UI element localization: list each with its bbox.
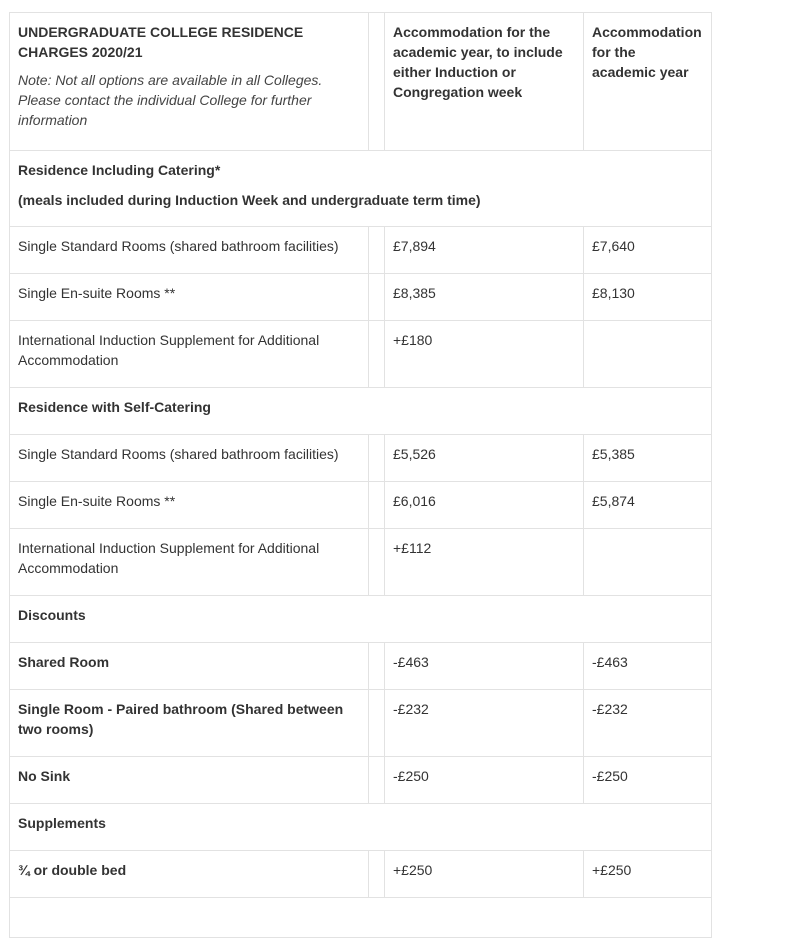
- spacer-cell: [369, 435, 385, 482]
- section-title: Residence Including Catering*: [18, 162, 221, 178]
- price-with-induction: +£250: [385, 851, 584, 898]
- table-row: [10, 851, 712, 898]
- table-row: [10, 435, 712, 482]
- price-with-induction: £5,526: [385, 435, 584, 482]
- section-header-row: [10, 151, 712, 227]
- row-label: ¾ or double bed: [10, 851, 369, 898]
- header-title-cell: [10, 13, 369, 151]
- spacer-cell: [369, 851, 385, 898]
- table-row: [10, 274, 712, 321]
- table-note: Note: Not all options are available in all Colleges. Please contact the individual College for further information: [18, 72, 323, 128]
- price-with-induction: +£180: [385, 321, 584, 388]
- row-label: Shared Room: [10, 643, 369, 690]
- section-header-row: [10, 596, 712, 643]
- spacer-cell: [369, 274, 385, 321]
- cut-off-row: [10, 898, 712, 938]
- price-academic-year: -£463: [584, 643, 712, 690]
- section-header-supplements: Supplements: [10, 804, 712, 851]
- price-with-induction: £8,385: [385, 274, 584, 321]
- spacer-cell: [369, 13, 385, 151]
- row-label: Single En-suite Rooms **: [10, 274, 369, 321]
- price-academic-year: £5,874: [584, 482, 712, 529]
- column-header-academic-year: Accommodation for the academic year: [584, 13, 712, 151]
- price-academic-year: [584, 529, 712, 596]
- price-with-induction: £6,016: [385, 482, 584, 529]
- price-with-induction: -£250: [385, 757, 584, 804]
- table-row: [10, 643, 712, 690]
- price-with-induction: -£232: [385, 690, 584, 757]
- row-label: Single Standard Rooms (shared bathroom facilities): [10, 227, 369, 274]
- table-header-row: [10, 13, 712, 151]
- price-academic-year: +£250: [584, 851, 712, 898]
- table-row: [10, 529, 712, 596]
- spacer-cell: [369, 227, 385, 274]
- price-academic-year: £5,385: [584, 435, 712, 482]
- section-header-self-catering: Residence with Self-Catering: [10, 388, 712, 435]
- row-label: Single Room - Paired bathroom (Shared between two rooms): [10, 690, 369, 757]
- row-label: Single En-suite Rooms **: [10, 482, 369, 529]
- price-academic-year: -£232: [584, 690, 712, 757]
- spacer-cell: [369, 482, 385, 529]
- price-academic-year: £8,130: [584, 274, 712, 321]
- column-header-with-induction: Accommodation for the academic year, to include either Induction or Congregation week: [385, 13, 584, 151]
- spacer-cell: [369, 757, 385, 804]
- price-with-induction: £7,894: [385, 227, 584, 274]
- price-academic-year: [584, 321, 712, 388]
- spacer-cell: [369, 529, 385, 596]
- spacer-cell: [369, 690, 385, 757]
- table-row: [10, 227, 712, 274]
- section-header-row: [10, 388, 712, 435]
- row-label: Single Standard Rooms (shared bathroom facilities): [10, 435, 369, 482]
- row-label: No Sink: [10, 757, 369, 804]
- section-subtitle: (meals included during Induction Week and undergraduate term time): [18, 192, 481, 208]
- section-header-row: [10, 804, 712, 851]
- residence-charges-table: [9, 12, 712, 938]
- table-row-partial: [10, 898, 712, 938]
- price-with-induction: +£112: [385, 529, 584, 596]
- table-row: [10, 690, 712, 757]
- section-header-discounts: Discounts: [10, 596, 712, 643]
- price-with-induction: -£463: [385, 643, 584, 690]
- price-academic-year: £7,640: [584, 227, 712, 274]
- price-academic-year: -£250: [584, 757, 712, 804]
- row-label: International Induction Supplement for Additional Accommodation: [10, 321, 369, 388]
- table-row: [10, 321, 712, 388]
- spacer-cell: [369, 321, 385, 388]
- table-row: [10, 482, 712, 529]
- section-header-catering: [10, 151, 712, 227]
- row-label: International Induction Supplement for Additional Accommodation: [10, 529, 369, 596]
- table-title: UNDERGRADUATE COLLEGE RESIDENCE CHARGES 2020/21: [18, 24, 304, 60]
- spacer-cell: [369, 643, 385, 690]
- table-row: [10, 757, 712, 804]
